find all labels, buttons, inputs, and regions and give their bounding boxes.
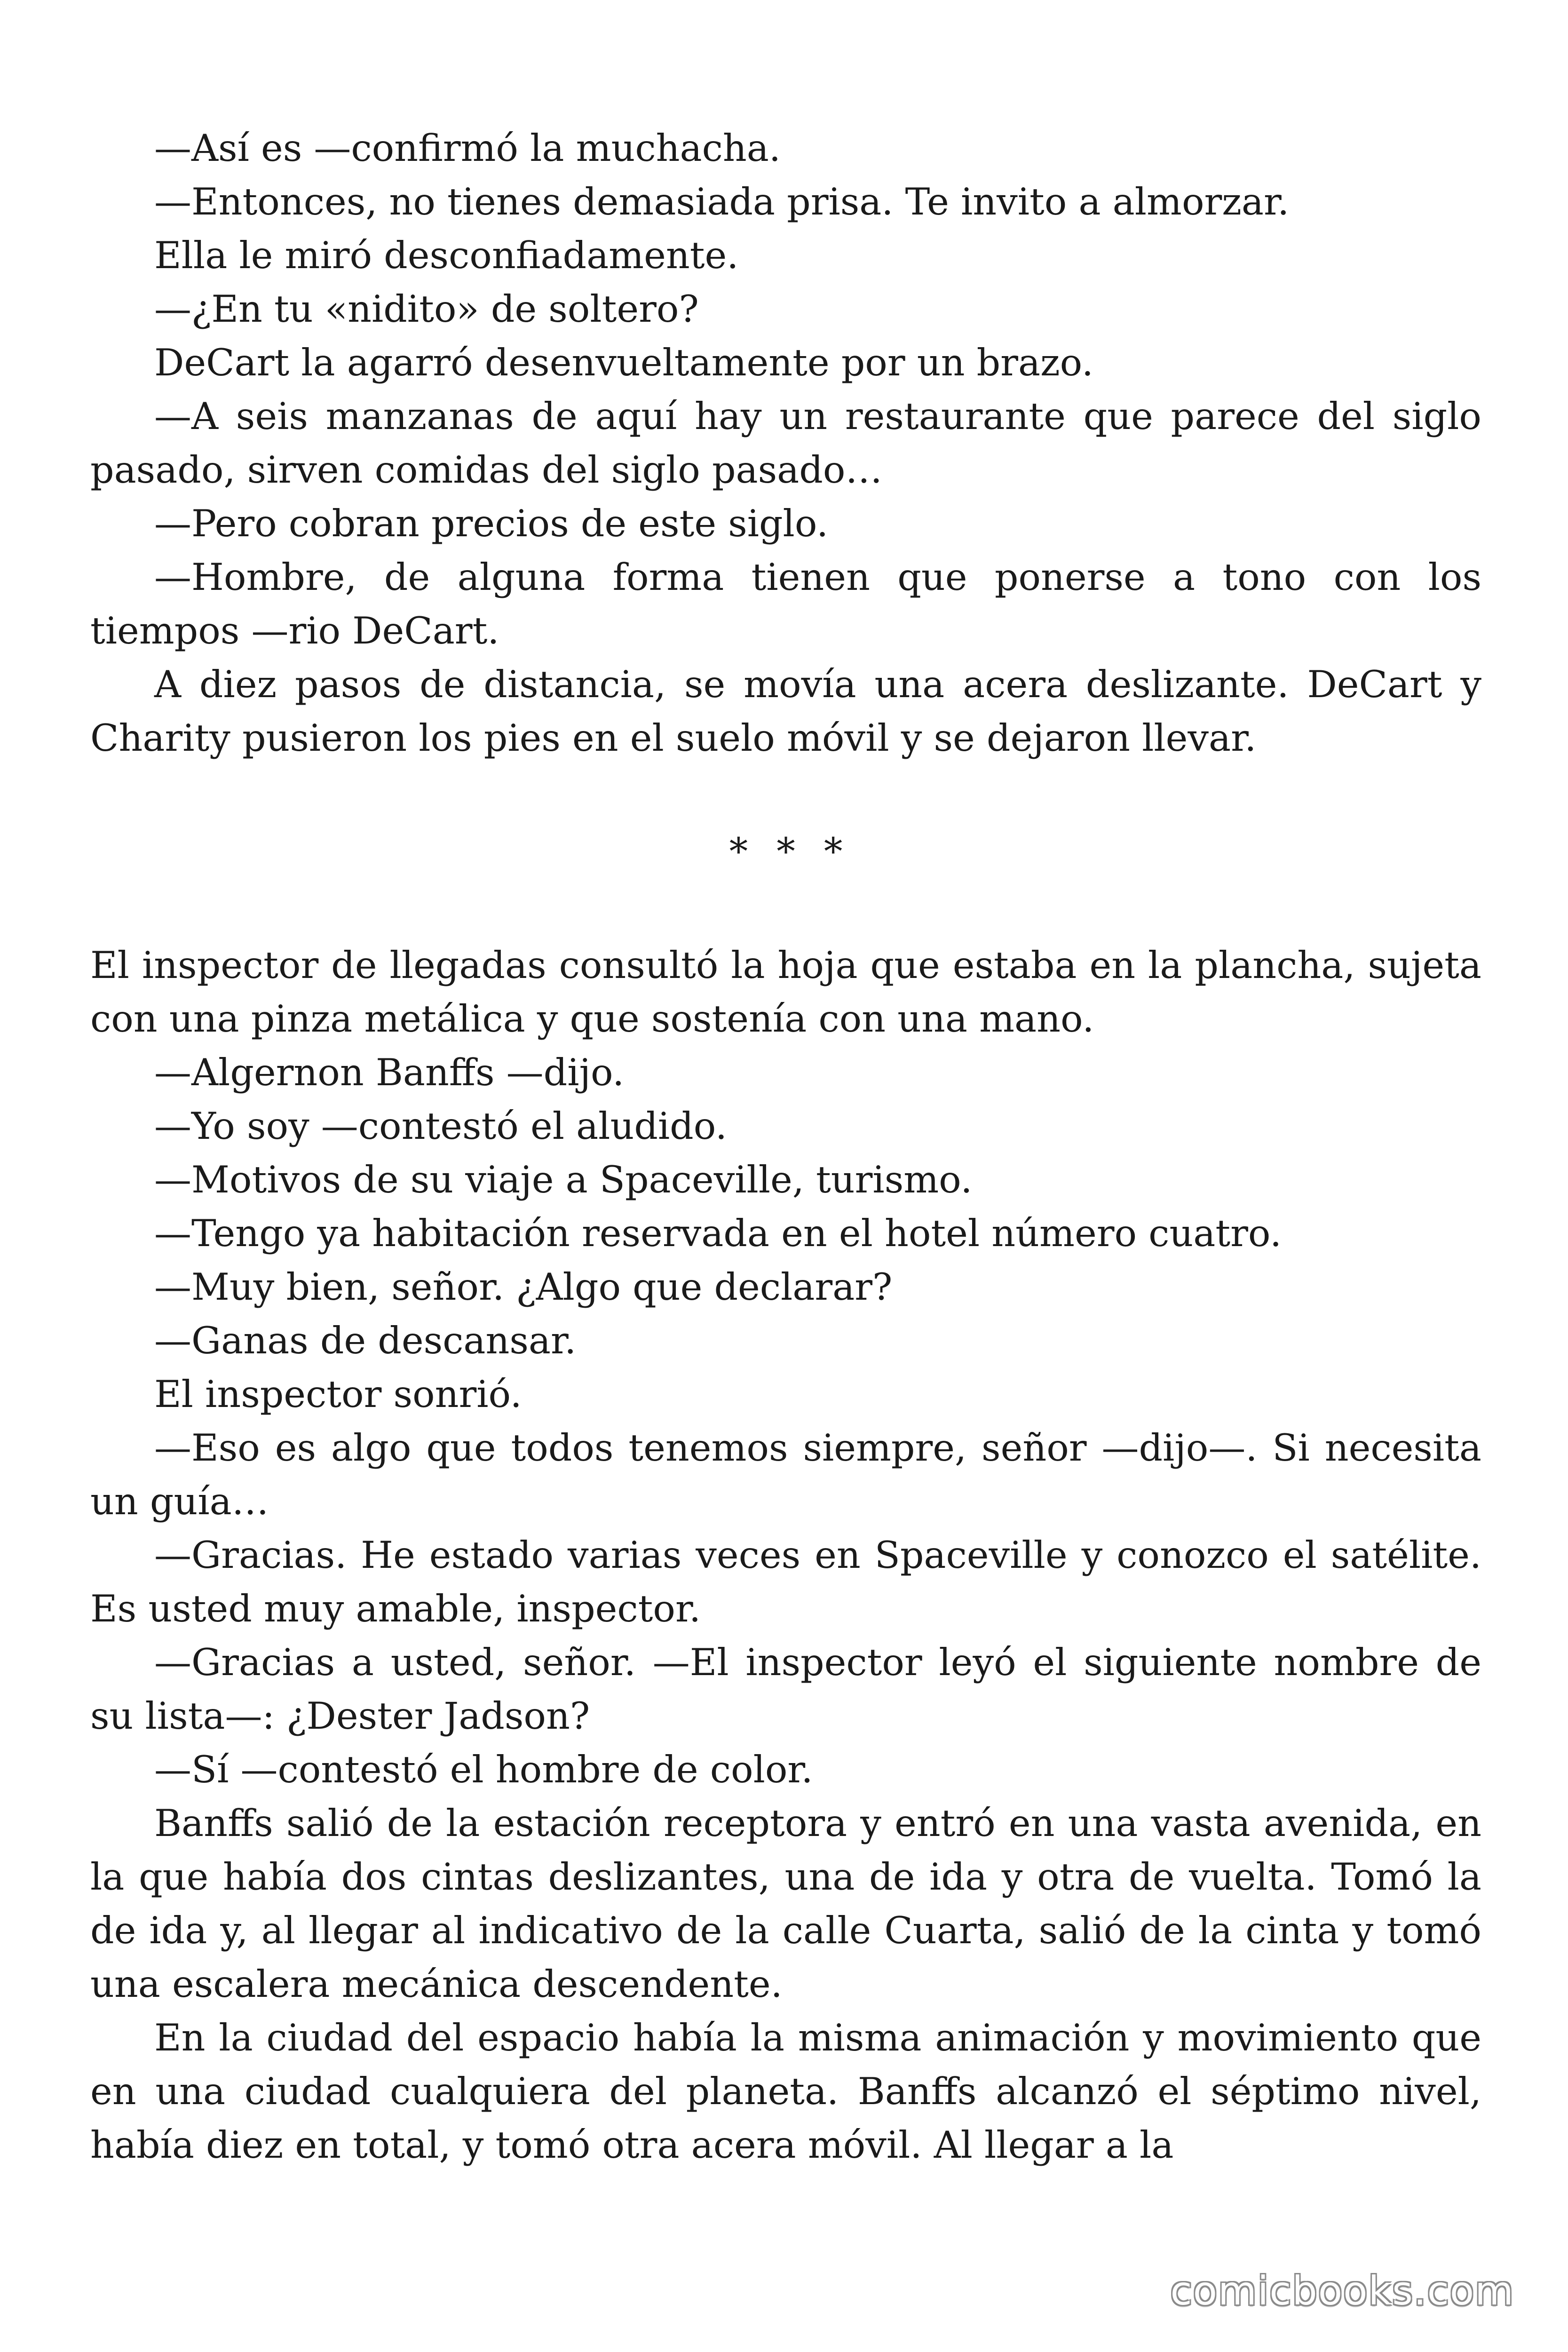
paragraph: El inspector sonrió. <box>154 1373 522 1416</box>
paragraph: —A seis manzanas de aquí hay un restaurante que parece del siglo pasado, sirven comidas del siglo pasado… <box>90 395 1481 492</box>
paragraph: Ella le miró desconfiadamente. <box>154 234 739 277</box>
paragraph: —Eso es algo que todos tenemos siempre, señor —dijo—. Si necesita un guía… <box>90 1426 1481 1523</box>
paragraph: —¿En tu «nidito» de soltero? <box>154 287 699 331</box>
paragraph: —Hombre, de alguna forma tienen que ponerse a tono con los tiempos —rio DeCart. <box>90 556 1481 652</box>
paragraph: —Motivos de su viaje a Spaceville, turismo. <box>154 1158 973 1201</box>
paragraph: En la ciudad del espacio había la misma animación y movimiento que en una ciudad cualquiera del planeta. Banffs alcanzó el séptimo nivel, había diez en total, y tomó otra acera móvil. Al llegar a la <box>90 2016 1481 2167</box>
paragraph: —Gracias. He estado varias veces en Spaceville y conozco el satélite. Es usted muy amable, inspector. <box>90 1534 1481 1630</box>
paragraph: El inspector de llegadas consultó la hoja que estaba en la plancha, sujeta con una pinza metálica y que sostenía con una mano. <box>90 944 1481 1041</box>
paragraph: —Tengo ya habitación reservada en el hotel número cuatro. <box>154 1212 1282 1255</box>
paragraph: —Gracias a usted, señor. —El inspector leyó el siguiente nombre de su lista—: ¿Dester Jadson? <box>90 1641 1481 1738</box>
paragraph: —Así es —confirmó la muchacha. <box>154 127 781 170</box>
paragraph: —Entonces, no tienes demasiada prisa. Te invito a almorzar. <box>154 180 1290 223</box>
paragraphs-before-break <box>90 121 1481 765</box>
paragraph: —Yo soy —contestó el aludido. <box>154 1104 728 1148</box>
page-text-body <box>90 121 1481 2172</box>
paragraph: —Sí —contestó el hombre de color. <box>154 1748 813 1791</box>
section-break: * * * <box>729 830 851 873</box>
watermark-logo: comicbooks.com <box>1170 2268 1514 2314</box>
paragraph: —Pero cobran precios de este siglo. <box>154 502 829 545</box>
paragraph: —Muy bien, señor. ¿Algo que declarar? <box>154 1265 893 1309</box>
paragraph: A diez pasos de distancia, se movía una acera deslizante. DeCart y Charity pusieron los pies en el suelo móvil y se dejaron llevar. <box>90 663 1481 760</box>
paragraph: —Ganas de descansar. <box>154 1319 577 1362</box>
paragraph: Banffs salió de la estación receptora y entró en una vasta avenida, en la que había dos cintas deslizantes, una de ida y otra de vuelta. Tomó la de ida y, al llegar al indicativo de la calle Cuarta, salió de la cinta y tomó una escalera mecánica descendente. <box>90 1802 1481 2006</box>
paragraphs-after-break <box>90 938 1481 2172</box>
paragraph: DeCart la agarró desenvueltamente por un brazo. <box>154 341 1093 384</box>
paragraph: —Algernon Banffs —dijo. <box>154 1051 625 1094</box>
